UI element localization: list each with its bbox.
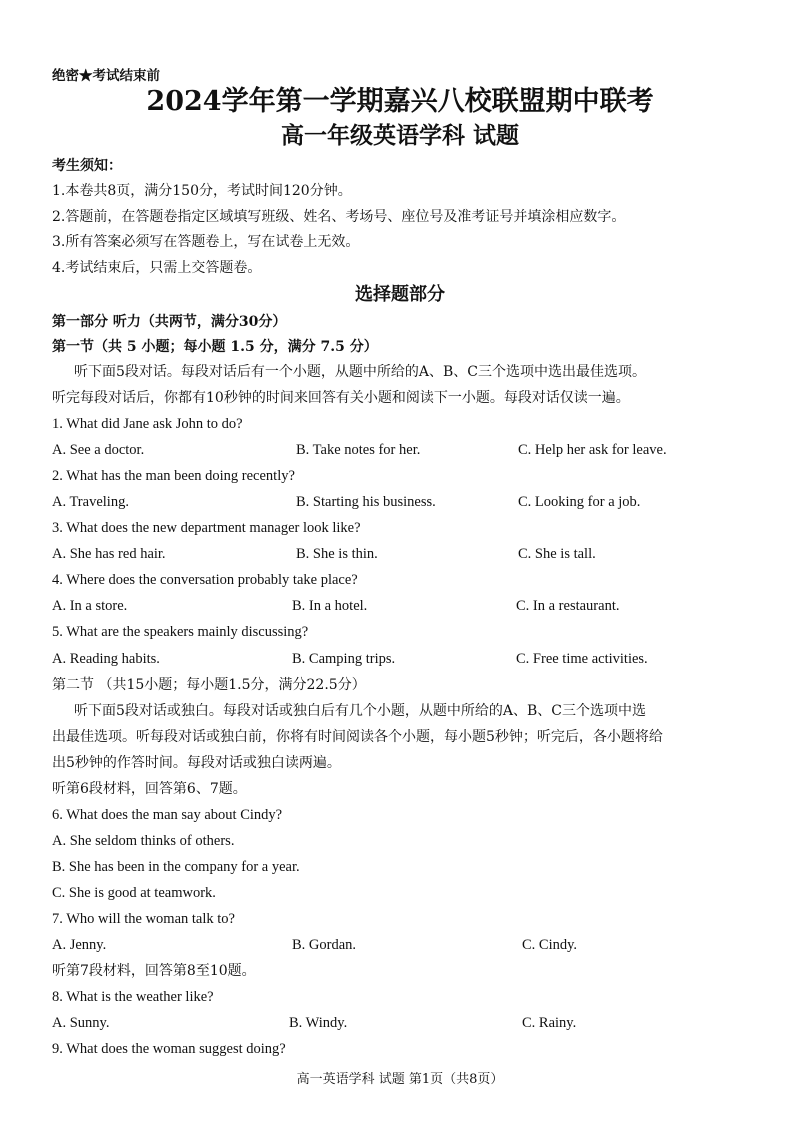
question-7-option-b: B. Gordan.: [292, 937, 357, 953]
exam-subtitle: 高一年级英语学科 试题: [280, 122, 519, 149]
question-5-option-a: A. Reading habits.: [52, 651, 160, 667]
notice-item-3: 3.所有答案必须写在答题卷上，写在试卷上无效。: [52, 234, 360, 250]
question-6-option-b: B. She has been in the company for a year.: [52, 859, 300, 875]
exam-title: 2024学年第一学期嘉兴八校联盟期中联考: [146, 86, 654, 117]
notice-heading: 考生须知：: [52, 158, 122, 174]
material-6-instruction: 听第6段材料，回答第6、7题。: [52, 781, 247, 797]
question-5-stem: 5. What are the speakers mainly discussing?: [52, 624, 309, 640]
question-3-option-c: C. She is tall.: [518, 546, 596, 562]
question-4-stem: 4. Where does the conversation probably take place?: [52, 572, 358, 588]
question-7-option-a: A. Jenny.: [52, 937, 107, 953]
question-5-option-c: C. Free time activities.: [516, 651, 648, 667]
sec2-instruction-2: 出最佳选项。听每段对话或独白前，你将有时间阅读各个小题，每小题5秒钟；听完后，各小题将给: [52, 729, 663, 745]
question-7-option-c: C. Cindy.: [522, 937, 578, 953]
question-5-option-b: B. Camping trips.: [292, 651, 396, 667]
sec1-instruction-1: 听下面5段对话。每段对话后有一个小题，从题中所给的A、B、C三个选项中选出最佳选项。: [74, 364, 647, 380]
part1-title: 第一部分 听力（共两节，满分30分）: [52, 314, 287, 330]
part1-sec1-title: 第一节（共 5 小题；每小题 1.5 分，满分 7.5 分）: [52, 339, 378, 355]
question-1-option-b: B. Take notes for her.: [296, 442, 421, 458]
part1-sec2-title: 第二节 （共15小题；每小题1.5分，满分22.5分）: [52, 677, 366, 693]
material-7-instruction: 听第7段材料，回答第8至10题。: [52, 963, 256, 979]
confidential-label: 绝密★考试结束前: [52, 68, 160, 84]
question-1-option-a: A. See a doctor.: [52, 442, 145, 458]
question-9-stem: 9. What does the woman suggest doing?: [52, 1041, 286, 1057]
question-2-option-a: A. Traveling.: [52, 494, 129, 510]
question-8-option-b: B. Windy.: [289, 1015, 348, 1031]
sec1-instruction-2: 听完每段对话后，你都有10秒钟的时间来回答有关小题和阅读下一小题。每段对话仅读一遍。: [52, 390, 630, 406]
question-3-option-a: A. She has red hair.: [52, 546, 166, 562]
sec2-instruction-3: 出5秒钟的作答时间。每段对话或独白读两遍。: [52, 755, 341, 771]
question-2-option-c: C. Looking for a job.: [518, 494, 641, 510]
question-6-stem: 6. What does the man say about Cindy?: [52, 807, 283, 823]
question-8-stem: 8. What is the weather like?: [52, 989, 214, 1005]
question-2-option-b: B. Starting his business.: [296, 494, 436, 510]
question-3-option-b: B. She is thin.: [296, 546, 378, 562]
sec2-instruction-1: 听下面5段对话或独白。每段对话或独白后有几个小题，从题中所给的A、B、C三个选项中选: [74, 703, 647, 719]
question-6-option-c: C. She is good at teamwork.: [52, 885, 216, 901]
notice-item-1: 1.本卷共8页，满分150分，考试时间120分钟。: [52, 183, 352, 199]
question-3-stem: 3. What does the new department manager look like?: [52, 520, 361, 536]
notice-item-4: 4.考试结束后，只需上交答题卷。: [52, 260, 262, 276]
question-4-option-c: C. In a restaurant.: [516, 598, 620, 614]
section-title: 选择题部分: [355, 284, 445, 305]
page-footer: 高一英语学科 试题 第1页（共8页）: [296, 1072, 504, 1087]
question-1-option-c: C. Help her ask for leave.: [518, 442, 667, 458]
question-1-stem: 1. What did Jane ask John to do?: [52, 416, 243, 432]
question-8-option-c: C. Rainy.: [522, 1015, 577, 1031]
question-7-stem: 7. Who will the woman talk to?: [52, 911, 235, 927]
question-4-option-b: B. In a hotel.: [292, 598, 368, 614]
question-2-stem: 2. What has the man been doing recently?: [52, 468, 295, 484]
question-4-option-a: A. In a store.: [52, 598, 128, 614]
notice-item-2: 2.答题前，在答题卷指定区域填写班级、姓名、考场号、座位号及准考证号并填涂相应数字。: [52, 209, 626, 225]
question-6-option-a: A. She seldom thinks of others.: [52, 833, 235, 849]
question-8-option-a: A. Sunny.: [52, 1015, 110, 1031]
